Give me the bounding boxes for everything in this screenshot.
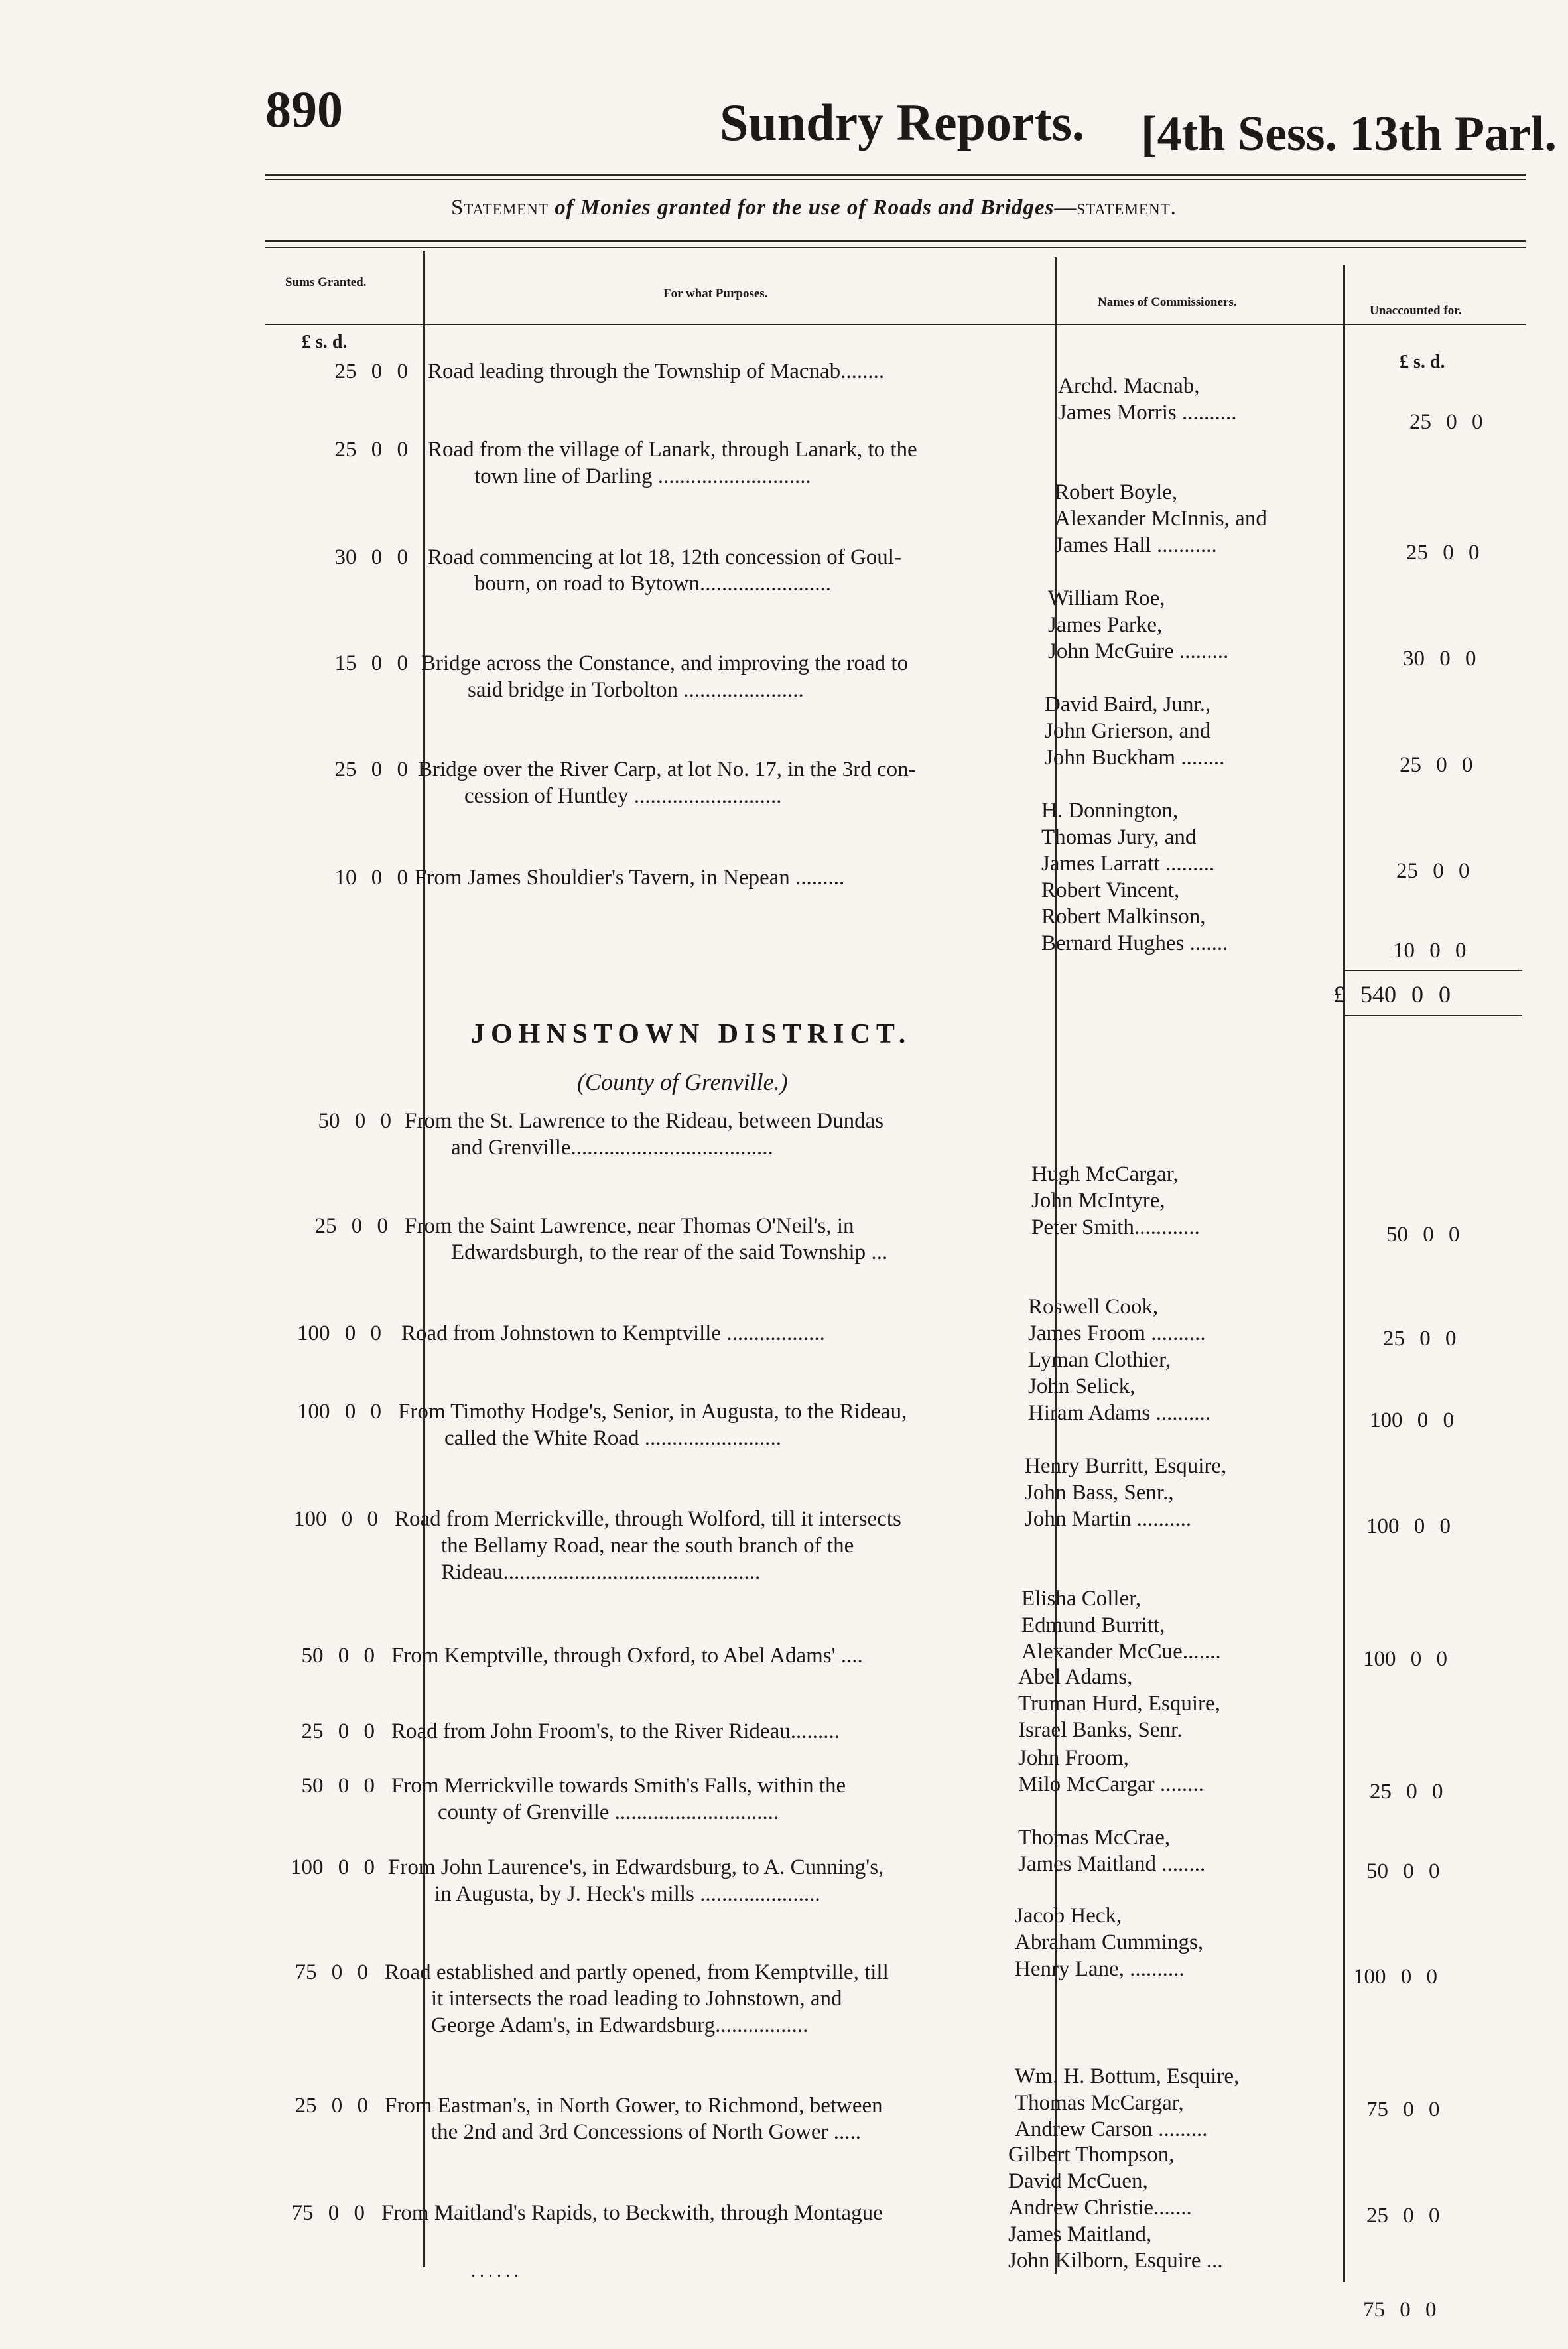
col-header-rule — [265, 324, 1526, 325]
unaccounted-value: 25 0 0 — [1370, 1780, 1443, 1804]
purpose-entry: Road from Merrickville, through Wolford, till it intersects the Bellamy Road, near the south branch of the Rideau............................................... — [395, 1507, 901, 1584]
header-rule-thin — [265, 179, 1526, 180]
col-divider-3 — [1343, 265, 1345, 2282]
unaccounted-value: 100 0 0 — [1353, 1965, 1437, 1989]
commissioners-entry: James Maitland, John Kilborn, Esquire ... — [1008, 2222, 1223, 2273]
commissioners-entry: Roswell Cook, James Froom .......... — [1028, 1295, 1206, 1345]
unaccounted-value: 50 0 0 — [1386, 1223, 1460, 1246]
sum-granted: 75 0 0 — [291, 2201, 365, 2225]
unaccounted-value: 10 0 0 — [1393, 939, 1467, 963]
purpose-entry: From Merrickville towards Smith's Falls, within the county of Grenville .............................. — [391, 1774, 846, 1824]
purpose-entry: Road established and partly opened, from Kemptville, till it intersects the road leading to Johnstown, and George Adam's, in Edwardsburg................. — [385, 1960, 889, 2037]
sum-granted: 50 0 0 — [301, 1774, 375, 1798]
unaccounted-value: 25 0 0 — [1409, 410, 1483, 434]
commissioners-entry: Thomas McCrae, James Maitland ........ — [1018, 1826, 1206, 1876]
table-top-rule — [265, 240, 1526, 242]
purpose-entry: Road from Johnstown to Kemptville .................. — [401, 1321, 825, 1345]
commissioners-entry: William Roe, James Parke, John McGuire ......... — [1048, 586, 1229, 663]
commissioners-entry: Jacob Heck, Abraham Cummings, Henry Lane, .......... — [1015, 1904, 1204, 1981]
commissioners-entry: Archd. Macnab, James Morris .......... — [1058, 374, 1237, 425]
sum-granted: 25 0 0 — [314, 1214, 388, 1238]
commissioners-entry: Lyman Clothier, John Selick, Hiram Adams .......... — [1028, 1348, 1210, 1425]
purpose-entry: Road from John Froom's, to the River Rideau......... — [391, 1719, 840, 1743]
statement-of: of — [555, 196, 574, 220]
sum-granted: 30 0 0 — [334, 545, 408, 569]
col-header-unaccounted: Unaccounted for. — [1370, 304, 1462, 318]
unaccounted-value: 75 0 0 — [1363, 2298, 1437, 2322]
unaccounted-value: 30 0 0 — [1403, 647, 1476, 671]
unaccounted-value: 25 0 0 — [1406, 541, 1480, 565]
county-heading: (County of Grenville.) — [577, 1069, 788, 1095]
footer-dots: ...... — [471, 2261, 523, 2281]
unaccounted-value: 100 0 0 — [1370, 1408, 1454, 1432]
sum-granted: 100 0 0 — [297, 1400, 381, 1424]
commissioners-entry: Elisha Coller, Edmund Burritt, Alexander McCue....... — [1021, 1587, 1221, 1664]
purpose-entry: Road from the village of Lanark, through Lanark, to the town line of Darling ............................ — [428, 438, 917, 488]
statement-tail: —statement. — [1054, 196, 1177, 220]
col-header-commissioners: Names of Commissioners. — [1098, 295, 1237, 309]
sum-granted: 25 0 0 — [334, 438, 408, 462]
total-unaccounted: £ 540 0 0 — [1333, 981, 1451, 1008]
sum-granted: 15 0 0 — [334, 651, 408, 675]
commissioners-entry: Wm. H. Bottum, Esquire, Thomas McCargar, Andrew Carson ......... — [1015, 2064, 1240, 2141]
commissioners-entry: Henry Burritt, Esquire, John Bass, Senr., John Martin .......... — [1025, 1454, 1227, 1531]
page-number: 890 — [265, 80, 343, 138]
unaccounted-value: 25 0 0 — [1383, 1327, 1457, 1351]
commissioners-entry: Robert Vincent, Robert Malkinson, Bernard Hughes ....... — [1041, 878, 1228, 955]
header-rule — [265, 174, 1526, 176]
total-rule-top — [1343, 970, 1522, 971]
sum-granted: 50 0 0 — [301, 1644, 375, 1668]
session-label: [4th Sess. 13th Parl. — [1141, 107, 1557, 161]
unaccounted-value: 25 0 0 — [1396, 859, 1470, 883]
sum-granted: 75 0 0 — [294, 1960, 368, 1984]
unaccounted-value: 100 0 0 — [1363, 1647, 1447, 1671]
purpose-entry: Road leading through the Township of Macnab........ — [428, 360, 885, 383]
sum-granted: 25 0 0 — [301, 1719, 375, 1743]
purpose-entry: From Kemptville, through Oxford, to Abel Adams' .... — [391, 1644, 863, 1668]
purpose-entry: From Eastman's, in North Gower, to Richmond, between the 2nd and 3rd Concessions of North Gower ..... — [385, 2094, 883, 2144]
commissioners-entry: John Froom, Milo McCargar ........ — [1018, 1746, 1204, 1796]
sum-granted: 25 0 0 — [294, 2094, 368, 2117]
purpose-entry: From John Laurence's, in Edwardsburg, to A. Cunning's, in Augusta, by J. Heck's mills ...................... — [388, 1855, 884, 1906]
col-header-purposes: For what Purposes. — [663, 287, 768, 301]
purpose-entry: From the Saint Lawrence, near Thomas O'Neil's, in Edwardsburgh, to the rear of the said Township ... — [405, 1214, 888, 1264]
col-header-sums: Sums Granted. — [285, 275, 367, 289]
purpose-entry: Bridge across the Constance, and improving the road to said bridge in Torbolton ...................... — [421, 651, 909, 702]
unaccounted-value: 100 0 0 — [1366, 1514, 1451, 1538]
purpose-entry: From Timothy Hodge's, Senior, in Augusta, to the Rideau, called the White Road ......................... — [398, 1400, 907, 1450]
sum-granted: 100 0 0 — [291, 1855, 375, 1879]
commissioners-entry: H. Donnington, Thomas Jury, and James Larratt ......... — [1041, 799, 1215, 876]
purpose-entry: From James Shouldier's Tavern, in Nepean ......... — [415, 866, 845, 890]
sum-granted: 50 0 0 — [318, 1109, 391, 1133]
currency-left: £ s. d. — [302, 332, 348, 352]
statement-middle: Monies granted for the use of Roads and Bridges — [580, 196, 1055, 220]
unaccounted-value: 25 0 0 — [1366, 2204, 1440, 2228]
commissioners-entry: Robert Boyle, Alexander McInnis, and James Hall ........... — [1055, 480, 1267, 557]
unaccounted-value: 25 0 0 — [1400, 753, 1473, 777]
district-heading: JOHNSTOWN DISTRICT. — [471, 1019, 912, 1049]
statement-word: Statement — [451, 196, 549, 220]
table-top-rule-2 — [265, 247, 1526, 248]
purpose-entry: Bridge over the River Carp, at lot No. 17, in the 3rd con- cession of Huntley ........................... — [418, 758, 916, 808]
page-title: Sundry Reports. — [720, 94, 1085, 151]
commissioners-entry: David Baird, Junr., John Grierson, and John Buckham ........ — [1045, 693, 1225, 770]
sum-granted: 100 0 0 — [297, 1321, 381, 1345]
purpose-entry: From Maitland's Rapids, to Beckwith, through Montague — [381, 2201, 883, 2225]
sum-granted: 10 0 0 — [334, 866, 408, 890]
sum-granted: 25 0 0 — [334, 758, 408, 781]
unaccounted-value: 50 0 0 — [1366, 1859, 1440, 1883]
sum-granted: 25 0 0 — [334, 360, 408, 383]
statement-heading — [451, 196, 1393, 220]
commissioners-entry: Gilbert Thompson, David McCuen, Andrew Christie....... — [1008, 2143, 1192, 2220]
purpose-entry: From the St. Lawrence to the Rideau, between Dundas and Grenville..................................... — [405, 1109, 884, 1160]
currency-right: £ s. d. — [1400, 352, 1445, 372]
sum-granted: 100 0 0 — [294, 1507, 378, 1531]
unaccounted-value: 75 0 0 — [1366, 2098, 1440, 2121]
commissioners-entry: Abel Adams, Truman Hurd, Esquire, Israel Banks, Senr. — [1018, 1665, 1220, 1742]
commissioners-entry: Hugh McCargar, John McIntyre, Peter Smith............ — [1031, 1162, 1200, 1239]
purpose-entry: Road commencing at lot 18, 12th concession of Goul- bourn, on road to Bytown........................ — [428, 545, 901, 596]
total-rule-bottom — [1343, 1015, 1522, 1016]
